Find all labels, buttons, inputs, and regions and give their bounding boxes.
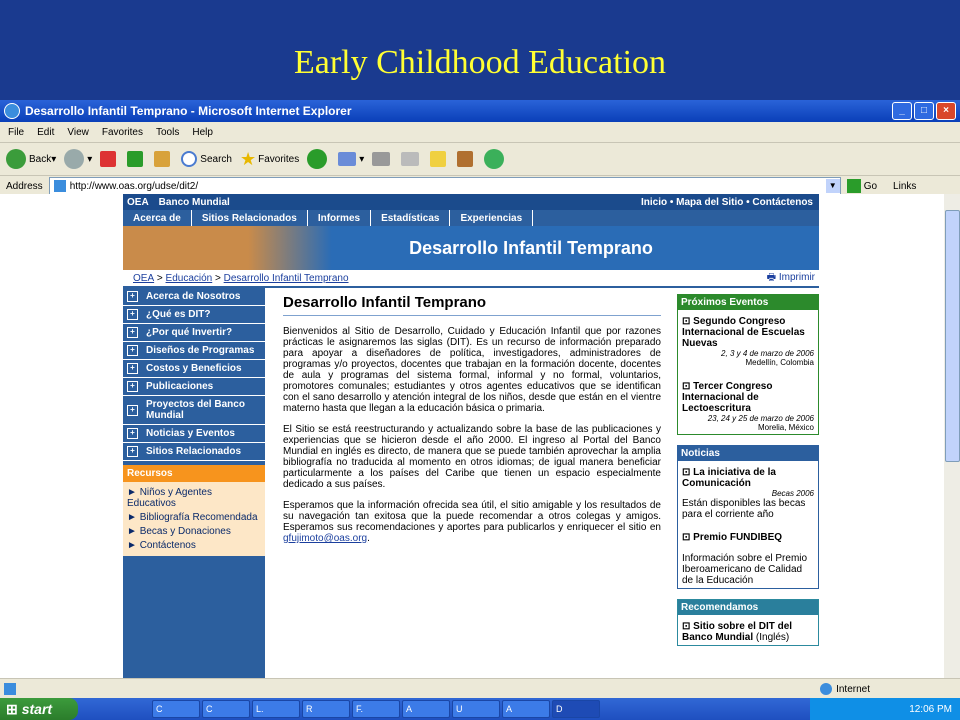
sidebar-label: Sitios Relacionados	[146, 446, 242, 457]
plus-icon: +	[127, 405, 138, 416]
event-date: 2, 3 y 4 de marzo de 2006	[721, 349, 814, 358]
breadcrumb: OEA > Educación > Desarrollo Infantil Temprano 🖶 Imprimir	[123, 270, 819, 288]
site-nav	[123, 210, 819, 226]
system-tray	[810, 698, 960, 720]
recursos-label: Niños y Agentes Educativos	[127, 487, 212, 509]
task-button[interactable]	[152, 700, 200, 718]
printer-icon	[372, 152, 390, 166]
sidebar-item-que-es[interactable]	[123, 306, 265, 324]
main-content	[283, 294, 661, 554]
address-url: http://www.oas.org/udse/dit2/	[69, 180, 199, 192]
recursos-item[interactable]: ► Niños y Agentes Educativos	[127, 487, 212, 509]
address-label: Address	[6, 180, 43, 192]
task-button[interactable]	[302, 700, 350, 718]
back-arrow-icon	[6, 149, 26, 169]
sidebar-label: Costos y Beneficios	[146, 363, 242, 374]
zone-label: Internet	[836, 683, 870, 695]
update-paragraph: El Sitio se está reestructurando y actualizando sobre la base de las publicaciones y experiencias que se hicieron desde el año 2000. El ingreso al Portal del Banco Mundial en inglés es directo, de manera que se puede también aprovechar la amplia bibliografía no traducida al momento en otros idiomas; de igual manera beneficiar particularmente a los países del Caribe que tienen un espacio especialmente dedicado a sus países.	[283, 424, 661, 490]
intro-paragraph: Bienvenidos al Sitio de Desarrollo, Cuidado y Educación Infantil que por razones prácticas le asignaremos las siglas (DIT). Es un recurso de información preparado para apoyar a diseñadores de política, investigadores, administradores de programas y/o proyectos, docentes que trabajan en la formación docente, docentes de aula y programas del sistema formal, informal y no formal, voluntarios, promotores comunales; estudiantes y otros agentes educativos que se identifican con el sano desarrollo y atención integral de los niños, desde que están en el vientre materno hasta que llegan a la educación básica o primaria.	[283, 326, 661, 414]
scrollbar-thumb[interactable]	[945, 210, 960, 462]
plus-icon: +	[127, 446, 138, 457]
plus-icon: +	[127, 327, 138, 338]
nav-estadisticas[interactable]: Estadísticas	[371, 210, 450, 226]
stop-button[interactable]	[100, 151, 119, 167]
go-button[interactable]	[847, 179, 877, 193]
sidebar-item-por-que[interactable]	[123, 324, 265, 342]
search-button[interactable]	[181, 151, 232, 167]
site-top-links[interactable]: Inicio • Mapa del Sitio • Contáctenos	[640, 196, 813, 208]
closing-text: Esperamos que la información ofrecida sea útil, el sitio amigable y los resultados de su navegación tan exitosa que la puede recomendar a otros colegas y amigos. Esperamos sus recomendaciones y aportes para publicarlos y enriquecer el sitio en	[283, 500, 661, 533]
menu-tools[interactable]: Tools	[155, 126, 180, 138]
print-link[interactable]: 🖶 Imprimir	[766, 271, 815, 283]
crumb-dit[interactable]: Desarrollo Infantil Temprano	[223, 272, 349, 284]
news-title: La iniciativa de la Comunicación	[682, 467, 776, 489]
messenger-icon	[484, 149, 504, 169]
edit-button[interactable]	[401, 152, 422, 166]
email-link[interactable]: gfujimoto@oas.org	[283, 533, 368, 544]
event-title-link[interactable]: ⊡ Tercer Congreso Internacional de Lectoescritura	[682, 381, 773, 414]
recursos-item[interactable]: ► Contáctenos	[127, 540, 196, 551]
taskbar	[0, 698, 960, 720]
windows-logo-icon: ⊞	[6, 700, 18, 717]
right-sidebar	[677, 294, 819, 656]
mail-button[interactable]: ▾	[338, 152, 364, 166]
news-title-link[interactable]: ⊡ La iniciativa de la Comunicación	[682, 467, 776, 489]
sidebar-label: Noticias y Eventos	[146, 428, 235, 439]
print-button[interactable]	[372, 152, 393, 166]
task-list	[152, 700, 600, 718]
globe-icon	[820, 683, 832, 695]
plus-icon: +	[127, 381, 138, 392]
address-bar	[0, 176, 960, 196]
nav-experiencias[interactable]: Experiencias	[450, 210, 533, 226]
recomendamos-header: Recomendamos	[678, 600, 818, 615]
event-place: Medellín, Colombia	[745, 358, 814, 367]
site-header	[123, 194, 819, 210]
task-button[interactable]	[402, 700, 450, 718]
sidebar-item-proyectos[interactable]	[123, 396, 265, 425]
nav-informes[interactable]: Informes	[308, 210, 371, 226]
note-icon	[430, 151, 446, 167]
page-status-icon	[4, 683, 16, 695]
crumb-educacion[interactable]: Educación	[165, 272, 213, 284]
close-button[interactable]: ×	[936, 102, 956, 120]
event-date: 23, 24 y 25 de marzo de 2006	[707, 414, 814, 423]
ie-icon	[4, 103, 20, 119]
recursos-label: Bibliografía Recomendada	[139, 512, 258, 523]
banner-title: Desarrollo Infantil Temprano	[409, 237, 653, 258]
home-button[interactable]	[154, 151, 173, 167]
sidebar-item-acerca[interactable]	[123, 288, 265, 306]
print-label: Imprimir	[778, 271, 815, 283]
task-button-active[interactable]	[552, 700, 600, 718]
page-viewport	[0, 194, 944, 678]
toolbar	[0, 143, 960, 176]
event-title: Segundo Congreso Internacional de Escuelas Nuevas	[682, 316, 805, 349]
back-button[interactable]: Back ▾	[6, 149, 56, 169]
task-button[interactable]	[502, 700, 550, 718]
event-place: Morelia, México	[757, 423, 814, 432]
oea-logo[interactable]: OEA	[127, 196, 149, 208]
eventos-header: Próximos Eventos	[678, 295, 818, 310]
task-button[interactable]	[452, 700, 500, 718]
site-banner	[123, 226, 819, 270]
sidebar-label: Acerca de Nosotros	[146, 291, 241, 302]
history-button[interactable]	[307, 149, 330, 169]
clock: 12:06 PM	[909, 703, 952, 715]
task-label: L.	[256, 704, 264, 714]
task-label: F.	[356, 704, 364, 714]
menu-bar	[0, 122, 960, 143]
nav-sitios[interactable]: Sitios Relacionados	[192, 210, 308, 226]
plus-icon: +	[127, 309, 138, 320]
vertical-scrollbar[interactable]	[944, 194, 960, 678]
mail-icon	[338, 152, 356, 166]
recomendamos-box	[677, 599, 819, 646]
zone-indicator	[820, 683, 870, 695]
recursos-header: Recursos	[123, 465, 265, 482]
task-button[interactable]	[252, 700, 300, 718]
sidebar-item-disenos[interactable]	[123, 342, 265, 360]
research-button[interactable]	[457, 151, 476, 167]
task-button[interactable]	[352, 700, 400, 718]
sidebar-item-publicaciones[interactable]	[123, 378, 265, 396]
browser-window	[0, 100, 960, 698]
closing-paragraph: Esperamos que la información ofrecida sea útil, el sitio amigable y los resultados de su navegación tan exitosa que la puede recomendar a otros colegas y amigos. Esperamos sus recomendaciones y aportes para publicarlos y enriquecer el sitio en gfujimoto@oas.org.	[283, 500, 661, 544]
start-label: start	[21, 701, 53, 717]
minimize-button[interactable]: _	[892, 102, 912, 120]
task-label: U	[456, 704, 463, 714]
start-button[interactable]	[0, 698, 78, 720]
task-label: C	[156, 704, 163, 714]
task-label: A	[506, 704, 513, 714]
noticias-box	[677, 445, 819, 589]
crumb-oea[interactable]: OEA	[133, 272, 155, 284]
nav-acerca[interactable]: Acerca de	[123, 210, 192, 226]
event-title-link[interactable]: ⊡ Segundo Congreso Internacional de Escuelas Nuevas	[682, 316, 805, 349]
favorites-label: Favorites	[258, 153, 300, 165]
menu-file[interactable]: File	[8, 126, 25, 138]
forward-arrow-icon	[64, 149, 84, 169]
menu-favorites[interactable]: Favorites	[101, 126, 143, 138]
task-button[interactable]	[202, 700, 250, 718]
sidebar-label: Diseños de Programas	[146, 345, 255, 356]
sidebar-label: ¿Por qué Invertir?	[146, 327, 233, 338]
chevron-down-icon[interactable]: ▼	[826, 179, 840, 193]
news-title-link[interactable]: ⊡ Premio FUNDIBEQ	[682, 532, 783, 543]
go-label: Go	[863, 180, 878, 192]
search-label: Search	[200, 153, 232, 165]
main-title: Desarrollo Infantil Temprano	[283, 294, 661, 316]
address-input[interactable]	[49, 177, 841, 195]
go-arrow-icon	[847, 179, 861, 193]
search-icon	[181, 151, 197, 167]
recursos-item[interactable]: ► Bibliografía Recomendada	[127, 512, 258, 523]
menu-help[interactable]: Help	[192, 126, 213, 138]
noticias-header: Noticias	[678, 446, 818, 461]
menu-view[interactable]: View	[67, 126, 89, 138]
window-title: Desarrollo Infantil Temprano - Microsoft Internet Explorer	[25, 104, 352, 118]
sidebar-label: Publicaciones	[146, 381, 214, 392]
task-label: A	[406, 704, 413, 714]
window-titlebar[interactable]	[0, 100, 960, 122]
maximize-button[interactable]: □	[914, 102, 934, 120]
plus-icon: +	[127, 345, 138, 356]
plus-icon: +	[127, 428, 138, 439]
links-button[interactable]: Links	[893, 180, 917, 192]
forward-button[interactable]: ▾	[64, 149, 92, 169]
site	[123, 194, 819, 678]
status-bar	[0, 678, 960, 699]
left-sidebar	[123, 288, 265, 678]
home-icon	[154, 151, 170, 167]
recursos-list	[123, 482, 265, 556]
news-title: Premio FUNDIBEQ	[693, 532, 783, 543]
page-icon	[54, 180, 66, 192]
sidebar-item-costos[interactable]	[123, 360, 265, 378]
back-label: Back	[29, 153, 52, 165]
recursos-label: Contáctenos	[139, 540, 196, 551]
plus-icon: +	[127, 363, 138, 374]
news-text: Información sobre el Premio Iberoamericano de Calidad de la Educación	[682, 553, 808, 586]
research-icon	[457, 151, 473, 167]
recursos-label: Becas y Donaciones	[139, 526, 231, 537]
slide-title: Early Childhood Education	[293, 44, 667, 81]
sidebar-item-sitios[interactable]	[123, 443, 265, 461]
edit-icon	[401, 152, 419, 166]
star-icon: ★	[239, 148, 257, 169]
bank-logo[interactable]: Banco Mundial	[158, 196, 230, 208]
messenger-button[interactable]	[484, 149, 507, 169]
news-date: Becas 2006	[771, 489, 814, 498]
recommend-suffix: (Inglés)	[755, 632, 790, 643]
refresh-button[interactable]	[127, 151, 146, 167]
sidebar-label: ¿Qué es DIT?	[146, 309, 211, 320]
refresh-icon	[127, 151, 143, 167]
menu-edit[interactable]: Edit	[37, 126, 55, 138]
task-label: C	[206, 704, 213, 714]
sidebar-item-noticias[interactable]	[123, 425, 265, 443]
news-text: Están disponibles las becas para el corriente año	[682, 498, 806, 520]
discuss-button[interactable]	[430, 151, 449, 167]
event-title: Tercer Congreso Internacional de Lectoescritura	[682, 381, 773, 414]
eventos-box	[677, 294, 819, 435]
history-icon	[307, 149, 327, 169]
recommend-title: Sitio sobre el DIT del Banco Mundial	[682, 621, 793, 643]
task-label: R	[306, 704, 313, 714]
task-label: D	[556, 704, 563, 714]
favorites-button[interactable]	[240, 149, 299, 170]
stop-icon	[100, 151, 116, 167]
plus-icon: +	[127, 291, 138, 302]
recommend-link[interactable]: ⊡ Sitio sobre el DIT del Banco Mundial (Inglés)	[682, 621, 793, 643]
recursos-item[interactable]: ► Becas y Donaciones	[127, 526, 231, 537]
sidebar-label: Proyectos del Banco Mundial	[146, 399, 245, 421]
